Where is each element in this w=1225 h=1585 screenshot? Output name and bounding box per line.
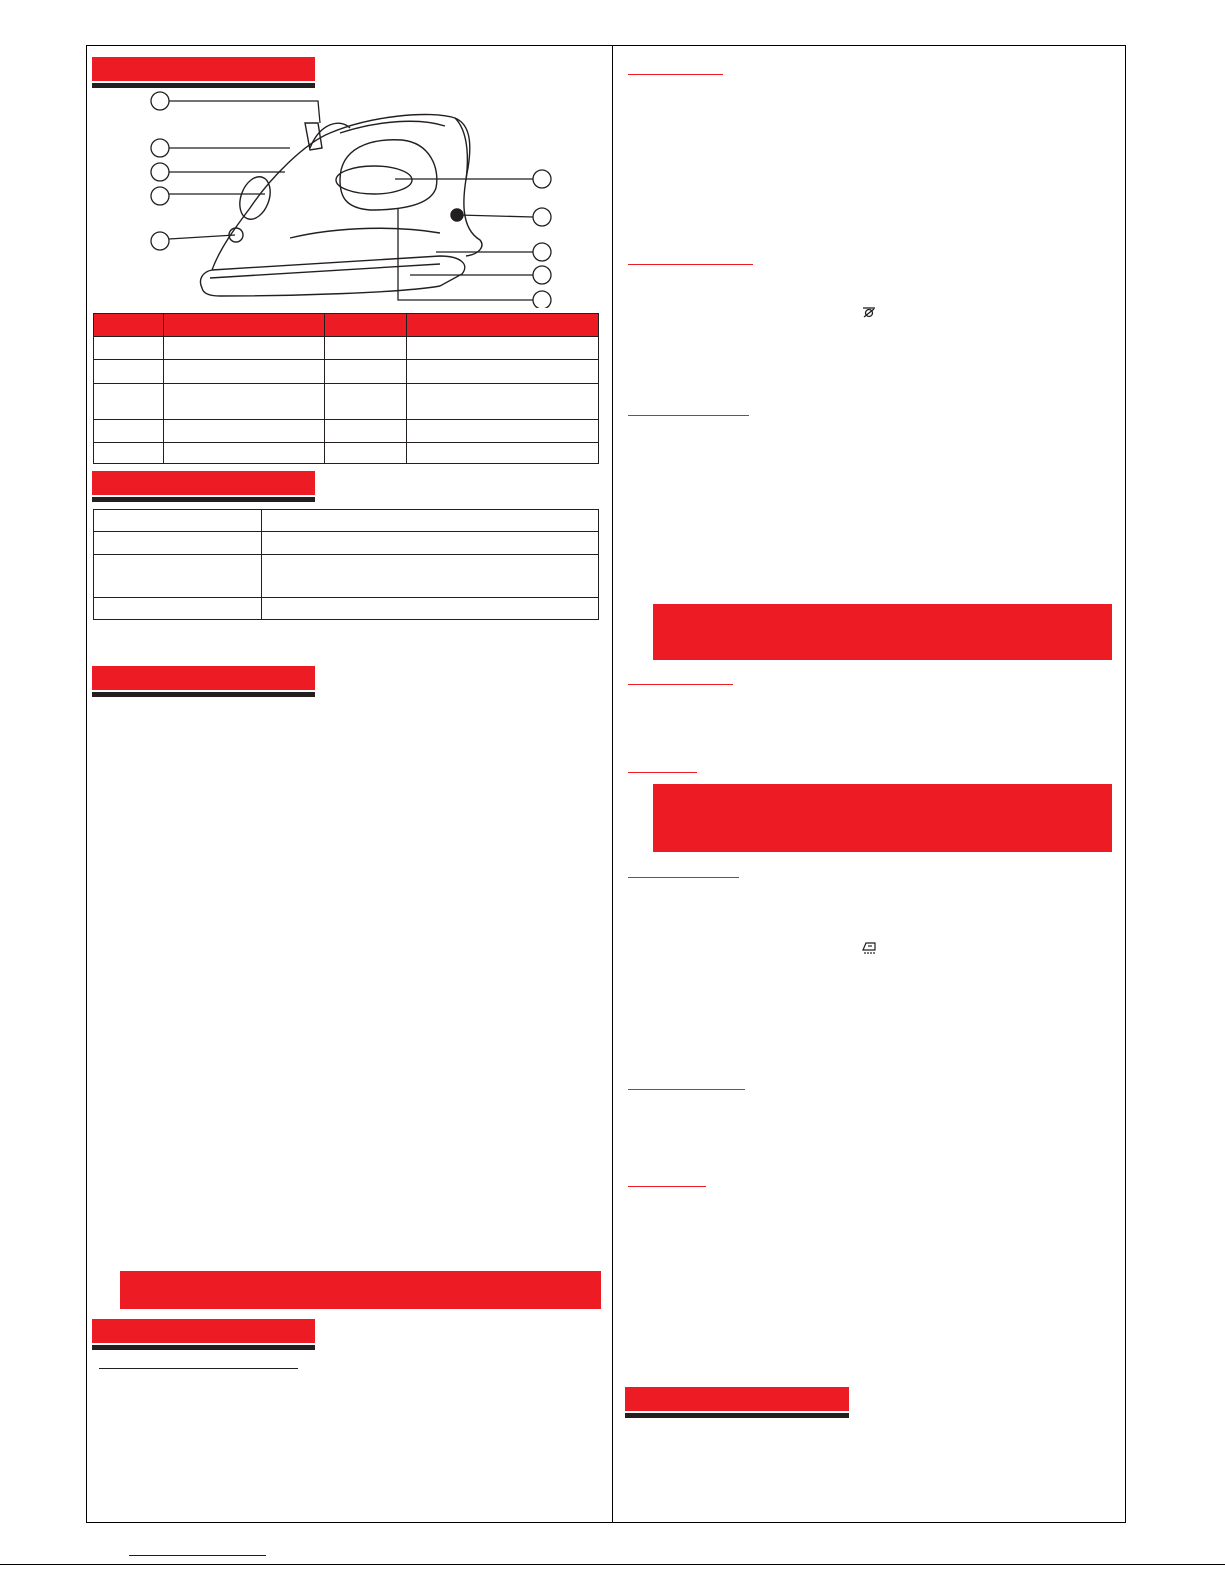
table-row: [94, 420, 599, 443]
table-row: [94, 598, 599, 620]
section-header-rule: [92, 692, 315, 697]
section-header-safety: [92, 666, 315, 700]
table-cell: [94, 420, 164, 443]
callout-circle: [533, 266, 551, 284]
subheading-rule: [628, 877, 739, 878]
subheading-rule: [628, 264, 753, 265]
callout-circle: [151, 232, 169, 250]
parts-table: [93, 313, 599, 464]
subheading-rule: [628, 1186, 706, 1187]
table-row: [94, 337, 599, 360]
table-cell: [262, 555, 599, 598]
steam-iron-icon: [861, 941, 877, 955]
iron-diagram: [140, 88, 560, 308]
table-cell: [407, 360, 599, 384]
table-row: [94, 510, 599, 532]
parts-header-cell: [407, 314, 599, 337]
table-row: [94, 360, 599, 384]
section-header-usage: [92, 1319, 315, 1353]
warning-box: [120, 1271, 601, 1309]
section-header-fill: [92, 471, 315, 495]
table-cell: [325, 337, 407, 360]
specs-table: [93, 509, 599, 620]
subheading-rule: [628, 684, 733, 685]
section-header-parts: [92, 57, 315, 91]
section-header-fill: [92, 1319, 315, 1343]
table-cell: [325, 443, 407, 464]
callout-circle: [151, 187, 169, 205]
callout-circle: [151, 92, 169, 110]
callout-circle: [151, 139, 169, 157]
warning-box: [653, 604, 1112, 660]
subheading-rule: [628, 415, 749, 416]
section-header-rule: [92, 1345, 315, 1350]
section-header-specs: [92, 471, 315, 505]
subheading-rule: [99, 1368, 298, 1369]
table-row: [94, 555, 599, 598]
table-cell: [164, 420, 325, 443]
table-cell: [94, 337, 164, 360]
table-cell: [164, 360, 325, 384]
table-cell: [164, 337, 325, 360]
table-cell: [325, 420, 407, 443]
table-cell: [325, 360, 407, 384]
table-cell: [94, 532, 262, 555]
callout-circle: [533, 208, 551, 226]
footer-link-underline[interactable]: [129, 1555, 266, 1556]
warning-box: [653, 784, 1112, 852]
section-header-fill: [92, 57, 315, 81]
callout-circle: [151, 163, 169, 181]
table-cell: [325, 384, 407, 420]
section-header-maintenance: [625, 1387, 849, 1421]
table-row: [94, 443, 599, 464]
table-cell: [94, 360, 164, 384]
table-cell: [164, 443, 325, 464]
parts-table-header: [94, 314, 599, 337]
table-cell: [407, 337, 599, 360]
callout-circle: [533, 170, 551, 188]
table-cell: [94, 555, 262, 598]
table-cell: [407, 420, 599, 443]
section-header-rule: [92, 497, 315, 502]
section-header-fill: [92, 666, 315, 690]
table-cell: [94, 510, 262, 532]
parts-header-cell: [164, 314, 325, 337]
table-row: [94, 384, 599, 420]
section-header-rule: [625, 1413, 849, 1418]
table-cell: [262, 532, 599, 555]
table-cell: [262, 598, 599, 620]
table-cell: [94, 384, 164, 420]
subheading-rule: [628, 772, 697, 773]
table-cell: [94, 443, 164, 464]
table-cell: [407, 384, 599, 420]
section-header-fill: [625, 1387, 849, 1411]
callout-circle: [533, 243, 551, 261]
footer-rule: [0, 1564, 1225, 1565]
parts-header-cell: [94, 314, 164, 337]
subheading-rule: [628, 74, 723, 75]
parts-header-cell: [325, 314, 407, 337]
callout-circle: [533, 291, 551, 308]
table-cell: [94, 598, 262, 620]
table-cell: [407, 443, 599, 464]
anti-drip-icon: [861, 305, 877, 319]
table-cell: [262, 510, 599, 532]
column-divider: [612, 45, 613, 1523]
table-row: [94, 532, 599, 555]
subheading-rule: [628, 1089, 745, 1090]
table-cell: [164, 384, 325, 420]
